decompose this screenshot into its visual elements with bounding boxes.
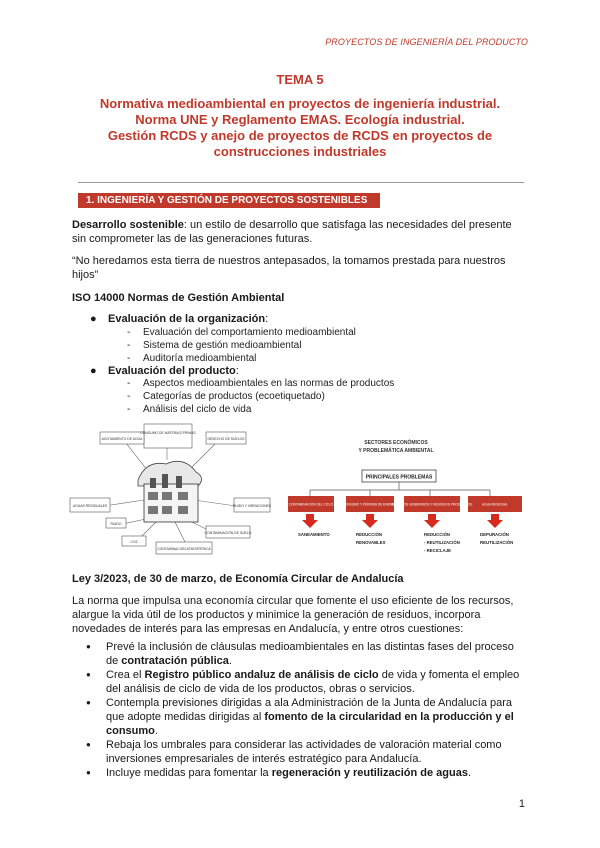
dash-icon: - [127, 404, 131, 415]
quote-line: “No heredamos esta tierra de nuestros antepasados, la tomamos prestada para nuestros [72, 255, 506, 267]
problem-label: RESIDUOS GENERADOS Y RESIDUOS PRODUCIDOS [391, 502, 473, 507]
bullet-text: Incluye medidas para fomentar la [106, 767, 272, 779]
title-line: Norma UNE y Reglamento EMAS. Ecología industrial. [135, 112, 465, 127]
dash-icon: - [127, 391, 131, 402]
definition-text: : un estilo de desarrollo que satisfaga las necesidades del presente [183, 219, 512, 231]
page-number: 1 [518, 798, 525, 810]
down-arrows [302, 514, 503, 528]
bullet-icon: ● [86, 698, 91, 707]
bullet-text: . [228, 655, 232, 667]
bullet-icon: ● [90, 365, 97, 377]
environmental-problems-diagram [284, 436, 530, 554]
sustainable-development-paragraph [72, 218, 528, 246]
factory-illustration [138, 461, 202, 522]
bullet-text: del análisis de ciclo de vida de los productos, obras o servicios. [106, 683, 415, 695]
bullet-icon: ● [90, 313, 97, 325]
dash-icon: - [127, 327, 131, 338]
iso-heading: ISO 14000 Normas de Gestión Ambiental [72, 292, 285, 304]
bullet-icon: ● [86, 740, 91, 749]
document-title [60, 96, 540, 160]
problem-label: CONSUMO Y PÉRDIDA DE ENERGÍA [342, 502, 398, 507]
bullet-icon: ● [86, 642, 91, 651]
arrow-down-icon [302, 514, 318, 528]
sub-item-text: Sistema de gestión medioambiental [143, 340, 302, 351]
outcome-label: DEPURACIÓN [480, 532, 509, 537]
outcome-label: REDUCCIÓN [356, 532, 383, 537]
bullet-icon: ● [86, 768, 91, 777]
running-header: PROYECTOS DE INGENIERÍA DEL PRODUCTO [325, 37, 528, 47]
outcome-label: - REUTILIZACIÓN [424, 540, 460, 545]
diagram-label: DESECHO DE SUELOS [207, 437, 245, 441]
dash-icon: - [127, 378, 131, 389]
horizontal-divider [78, 182, 524, 183]
diagram-label: RUIDO [110, 522, 122, 526]
bullet-text: . [467, 767, 471, 779]
bullet-text: . [154, 725, 158, 737]
bullet-label: Evaluación del producto [108, 365, 236, 377]
dash-icon: - [127, 353, 131, 364]
bullet-emphasis: consumo [106, 725, 155, 737]
diagram-label: CONTAMINACIÓN ATMOSFÉRICA [157, 547, 211, 551]
bullet-colon: : [235, 365, 239, 377]
sub-item-text: Aspectos medioambientales en las normas de productos [143, 378, 395, 389]
bullet-text: inversiones empresariales de interés estratégico para Andalucía. [106, 753, 422, 765]
bullet-emphasis: regeneración y reutilización de aguas [271, 767, 468, 779]
diagram-title: Y PROBLEMÁTICA AMBIENTAL [358, 448, 434, 454]
problem-label: AGUA RESIDUAL [482, 502, 508, 507]
quote-line: hijos” [72, 269, 99, 281]
bullet-text: Contempla previsiones dirigidas a ala Administración de la Junta de Andalucía para [106, 697, 513, 709]
bullet-text: de vida y fomenta el empleo [378, 669, 520, 681]
bullet-emphasis: fomento de la circularidad en la producción y el [264, 711, 514, 723]
diagram-label: AGUAS RESIDUALES [72, 504, 108, 508]
diagram-label: AGOTAMIENTO DE AGUA [101, 437, 143, 441]
diagram-label: CO2 [130, 540, 138, 544]
bullet-emphasis: Registro público andaluz de análisis de ciclo [144, 669, 379, 681]
outcome-label: SANEAMIENTO [298, 532, 330, 537]
bullet-text: que adopte medidas dirigidas al [106, 711, 265, 723]
diagram-title: SECTORES ECONÓMICOS [364, 440, 428, 446]
outcome-label: REUTILIZACIÓN [480, 540, 514, 545]
outcome-label: - RECICLAJE [424, 548, 451, 553]
diagram-box [144, 424, 192, 448]
quote-paragraph [72, 254, 528, 282]
ley-intro-paragraph [72, 594, 528, 636]
bullet-colon: : [265, 313, 269, 325]
tema-number: TEMA 5 [276, 72, 324, 87]
ley-intro-line: La norma que impulsa una economía circular que fomente el uso eficiente de los recursos, [72, 595, 514, 607]
title-line: Gestión RCDS y anejo de proyectos de RCDS en proyectos de [107, 128, 493, 143]
diagram-label: CONTAMINACIÓN DE SUELO [204, 531, 252, 535]
dash-icon: - [127, 340, 131, 351]
bullet-text: Rebaja los umbrales para considerar las actividades de valoración material como [106, 739, 502, 751]
sub-item-text: Categorías de productos (ecoetiquetado) [143, 391, 325, 402]
bullet-icon: ● [86, 670, 91, 679]
sub-item-text: Análisis del ciclo de vida [143, 404, 252, 415]
definition-text: sin comprometer las de las generaciones futuras. [72, 233, 313, 245]
ley-intro-line: novedades de interés para las empresas en Andalucía, y entre otros cuestiones: [72, 623, 464, 635]
arrow-down-icon [424, 514, 440, 528]
outcome-label: REDUCCIÓN [424, 532, 451, 537]
sub-item-text: Auditoría medioambiental [143, 353, 257, 364]
bullet-text: Prevé la inclusión de cláusulas medioambientales en las distintas fases del proceso [106, 641, 514, 653]
diagram-label: RUIDO Y VIBRACIONES [232, 504, 272, 508]
ley-heading: Ley 3/2023, de 30 de marzo, de Economía Circular de Andalucía [72, 573, 404, 585]
bullet-label: Evaluación de la organización [108, 313, 266, 325]
bullet-emphasis: contratación pública [121, 655, 229, 667]
title-line: construcciones industriales [213, 144, 387, 159]
diagram-main-label: PRINCIPALES PROBLEMAS [365, 474, 433, 481]
definition-term: Desarrollo sostenible [72, 219, 184, 231]
title-line: Normativa medioambiental en proyectos de ingeniería industrial. [99, 96, 501, 111]
outcome-label: RENOVABLES [356, 540, 386, 545]
problem-label: CONTAMINACIÓN DEL CICLO [288, 502, 334, 507]
ley-intro-line: alargue la vida útil de los productos y minimice la generación de residuos, incorpora [72, 609, 481, 621]
diagram-label: CONSUMO DE MATERIAS PRIMAS [140, 431, 196, 435]
arrow-down-icon [487, 514, 503, 528]
factory-impacts-diagram [66, 420, 272, 558]
arrow-down-icon [362, 514, 378, 528]
bullet-text: de [106, 655, 122, 667]
sub-item-text: Evaluación del comportamiento medioambiental [143, 327, 356, 338]
bullet-text: Crea el [106, 669, 145, 681]
section-heading: 1. INGENIERÍA Y GESTIÓN DE PROYECTOS SOSTENIBLES [78, 193, 380, 208]
